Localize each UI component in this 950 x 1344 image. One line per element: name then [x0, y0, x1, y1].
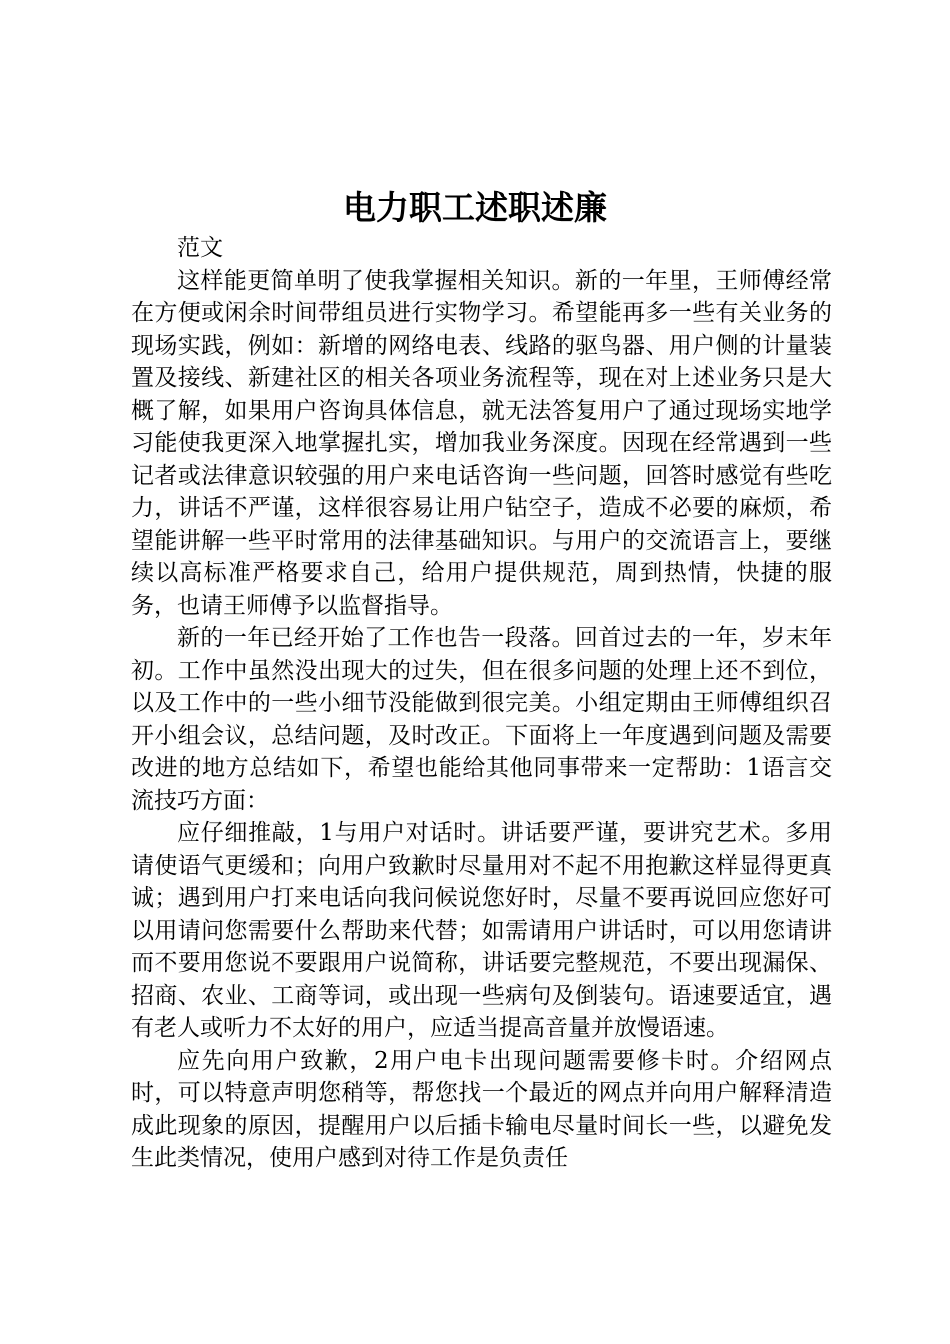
paragraph: 这样能更简单明了使我掌握相关知识。新的一年里，王师傅经常在方便或闲余时间带组员进行实物学习。希望能再多一些有关业务的现场实践，例如：新增的网络电表、线路的驱鸟器、用户侧的计量装置及接线、新建社区的相关各项业务流程等，现在对上述业务只是大概了解，如果用户咨询具体信息，就无法答复用户了通过现场实地学习能使我更深入地掌握扎实，增加我业务深度。因现在经常遇到一些记者或法律意识较强的用户来电话咨询一些问题，回答时感觉有些吃力，讲话不严谨，这样很容易让用户钻空子，造成不必要的麻烦，希望能讲解一些平时常用的法律基础知识。与用户的交流语言上，要继续以高标准严格要求自己，给用户提供规范，周到热情，快捷的服务，也请王师傅予以监督指导。 — [131, 267, 832, 619]
paragraph: 应先向用户致歉，2用户电卡出现问题需要修卡时。介绍网点时，可以特意声明您稍等，帮您找一个最近的网点并向用户解释清造成此现象的原因，提醒用户以后插卡输电尽量时间长一些，以避免发生此类情况，使用户感到对待工作是负责任 — [131, 1047, 832, 1171]
paragraph: 新的一年已经开始了工作也告一段落。回首过去的一年，岁末年初。工作中虽然没出现大的过失，但在很多问题的处理上还不到位，以及工作中的一些小细节没能做到很完美。小组定期由王师傅组织召开小组会议，总结问题，及时改正。下面将上一年度遇到问题及需要改进的地方总结如下，希望也能给其他同事带来一定帮助：1语言交流技巧方面： — [131, 625, 832, 814]
paragraph: 应仔细推敲，1与用户对话时。讲话要严谨，要讲究艺术。多用请使语气更缓和；向用户致歉时尽量用对不起不用抱歉这样显得更真诚；遇到用户打来电话向我问候说您好时，尽量不要再说回应您好可以用请问您需要什么帮助来代替；如需请用户讲话时，可以用您请讲而不要用您说不要跟用户说简称，讲话要完整规范，不要出现漏保、招商、农业、工商等词，或出现一些病句及倒装句。语速要适宜，遇有老人或听力不太好的用户，应适当提高音量并放慢语速。 — [131, 820, 832, 1041]
document-title: 电力职工述职述廉 — [343, 188, 607, 227]
document-body — [131, 232, 832, 1175]
paragraph: 范文 — [177, 235, 223, 261]
